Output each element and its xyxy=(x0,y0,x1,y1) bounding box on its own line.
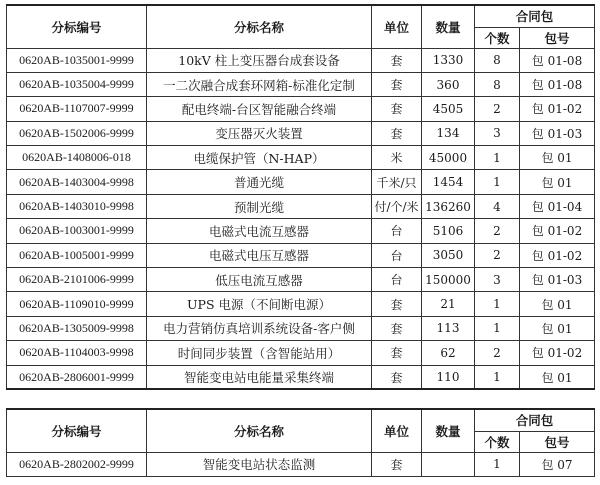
cell-quantity: 1454 xyxy=(422,170,475,194)
cell-quantity: 21 xyxy=(422,292,475,316)
cell-name: 一二次融合成套环网箱-标准化定制 xyxy=(147,72,372,96)
cell-quantity: 110 xyxy=(422,365,475,389)
header-package-count: 个数 xyxy=(475,27,520,48)
header-name: 分标名称 xyxy=(147,5,372,48)
table-row xyxy=(7,72,595,96)
table-row xyxy=(7,243,595,267)
cell-package-number: 包 01-02 xyxy=(520,341,595,365)
cell-package-count: 1 xyxy=(475,146,520,170)
table-row xyxy=(7,194,595,218)
cell-unit: 套 xyxy=(372,316,422,340)
table-row xyxy=(7,316,595,340)
cell-name: UPS 电源（不间断电源） xyxy=(147,292,372,316)
cell-package-number: 包 01-02 xyxy=(520,243,595,267)
cell-code: 0620AB-1035004-9999 xyxy=(7,72,147,96)
cell-package-count: 3 xyxy=(475,268,520,292)
cell-name: 电缆保护管（N-HAP） xyxy=(147,146,372,170)
cell-quantity: 5106 xyxy=(422,219,475,243)
header-name: 分标名称 xyxy=(147,409,372,452)
table-row xyxy=(7,219,595,243)
cell-code: 0620AB-1403010-9998 xyxy=(7,194,147,218)
cell-package-number: 包 01-04 xyxy=(520,194,595,218)
cell-name: 智能变电站状态监测 xyxy=(147,452,372,476)
cell-package-number: 包 01-03 xyxy=(520,121,595,145)
cell-package-number: 包 01 xyxy=(520,365,595,389)
cell-name: 10kV 柱上变压器台成套设备 xyxy=(147,48,372,72)
table-row xyxy=(7,268,595,292)
cell-package-number: 包 01-02 xyxy=(520,219,595,243)
cell-unit: 千米/只 xyxy=(372,170,422,194)
cell-code: 0620AB-1104003-9998 xyxy=(7,341,147,365)
header-quantity: 数量 xyxy=(422,409,475,452)
cell-name: 预制光缆 xyxy=(147,194,372,218)
cell-quantity: 113 xyxy=(422,316,475,340)
header-unit: 单位 xyxy=(372,409,422,452)
cell-package-count: 4 xyxy=(475,194,520,218)
cell-package-count: 8 xyxy=(475,48,520,72)
cell-unit: 付/个/米 xyxy=(372,194,422,218)
cell-code: 0620AB-1502006-9999 xyxy=(7,121,147,145)
cell-quantity: 150000 xyxy=(422,268,475,292)
cell-package-number: 包 01 xyxy=(520,146,595,170)
header-code: 分标编号 xyxy=(7,5,147,48)
cell-quantity: 360 xyxy=(422,72,475,96)
cell-unit: 套 xyxy=(372,97,422,121)
cell-unit: 台 xyxy=(372,219,422,243)
header-package-number: 包号 xyxy=(520,27,595,48)
cell-unit: 套 xyxy=(372,292,422,316)
cell-package-count: 1 xyxy=(475,452,520,476)
cell-quantity xyxy=(422,452,475,476)
cell-code: 0620AB-1109010-9999 xyxy=(7,292,147,316)
cell-name: 电磁式电压互感器 xyxy=(147,243,372,267)
cell-unit: 米 xyxy=(372,146,422,170)
cell-unit: 套 xyxy=(372,72,422,96)
cell-name: 配电终端-台区智能融合终端 xyxy=(147,97,372,121)
cell-unit: 台 xyxy=(372,268,422,292)
cell-code: 0620AB-2806001-9999 xyxy=(7,365,147,389)
cell-name: 电力营销仿真培训系统设备-客户侧 xyxy=(147,316,372,340)
cell-package-count: 2 xyxy=(475,97,520,121)
cell-package-count: 2 xyxy=(475,341,520,365)
header-contract-package: 合同包 xyxy=(475,409,595,431)
cell-package-count: 1 xyxy=(475,170,520,194)
cell-name: 智能变电站电能量采集终端 xyxy=(147,365,372,389)
cell-quantity: 4505 xyxy=(422,97,475,121)
cell-package-count: 1 xyxy=(475,292,520,316)
cell-code: 0620AB-1003001-9999 xyxy=(7,219,147,243)
header-unit: 单位 xyxy=(372,5,422,48)
cell-code: 0620AB-2101006-9999 xyxy=(7,268,147,292)
cell-code: 0620AB-1035001-9999 xyxy=(7,48,147,72)
cell-code: 0620AB-2802002-9999 xyxy=(7,452,147,476)
cell-name: 电磁式电流互感器 xyxy=(147,219,372,243)
cell-package-number: 包 01-03 xyxy=(520,268,595,292)
header-code: 分标编号 xyxy=(7,409,147,452)
cell-unit: 套 xyxy=(372,48,422,72)
table-row xyxy=(7,365,595,389)
cell-quantity: 136260 xyxy=(422,194,475,218)
table-row xyxy=(7,170,595,194)
cell-package-count: 2 xyxy=(475,219,520,243)
table-row xyxy=(7,292,595,316)
cell-package-number: 包 01-08 xyxy=(520,72,595,96)
cell-quantity: 62 xyxy=(422,341,475,365)
cell-code: 0620AB-1305009-9998 xyxy=(7,316,147,340)
cell-unit: 套 xyxy=(372,365,422,389)
cell-code: 0620AB-1403004-9998 xyxy=(7,170,147,194)
cell-package-count: 2 xyxy=(475,243,520,267)
cell-package-number: 包 01-08 xyxy=(520,48,595,72)
table-row xyxy=(7,48,595,72)
cell-code: 0620AB-1408006-018 xyxy=(7,146,147,170)
cell-package-number: 包 01 xyxy=(520,170,595,194)
cell-code: 0620AB-1005001-9999 xyxy=(7,243,147,267)
cell-package-number: 包 01-02 xyxy=(520,97,595,121)
cell-package-number: 包 01 xyxy=(520,316,595,340)
cell-quantity: 1330 xyxy=(422,48,475,72)
tender-table-continued xyxy=(6,408,595,477)
tender-table-main xyxy=(6,4,595,390)
cell-package-number: 包 01 xyxy=(520,292,595,316)
header-package-number: 包号 xyxy=(520,431,595,452)
cell-code: 0620AB-1107007-9999 xyxy=(7,97,147,121)
cell-name: 时间同步装置（含智能站用） xyxy=(147,341,372,365)
cell-package-number: 包 07 xyxy=(520,452,595,476)
cell-quantity: 3050 xyxy=(422,243,475,267)
cell-package-count: 3 xyxy=(475,121,520,145)
header-quantity: 数量 xyxy=(422,5,475,48)
cell-package-count: 1 xyxy=(475,316,520,340)
cell-unit: 台 xyxy=(372,243,422,267)
table-row xyxy=(7,97,595,121)
table-row xyxy=(7,146,595,170)
header-contract-package: 合同包 xyxy=(475,5,595,27)
cell-name: 变压器灭火装置 xyxy=(147,121,372,145)
cell-unit: 套 xyxy=(372,121,422,145)
header-package-count: 个数 xyxy=(475,431,520,452)
cell-unit: 套 xyxy=(372,452,422,476)
table-row xyxy=(7,341,595,365)
cell-package-count: 1 xyxy=(475,365,520,389)
table-row xyxy=(7,452,595,476)
cell-name: 普通光缆 xyxy=(147,170,372,194)
cell-package-count: 8 xyxy=(475,72,520,96)
cell-quantity: 134 xyxy=(422,121,475,145)
cell-unit: 套 xyxy=(372,341,422,365)
cell-name: 低压电流互感器 xyxy=(147,268,372,292)
table-row xyxy=(7,121,595,145)
cell-quantity: 45000 xyxy=(422,146,475,170)
